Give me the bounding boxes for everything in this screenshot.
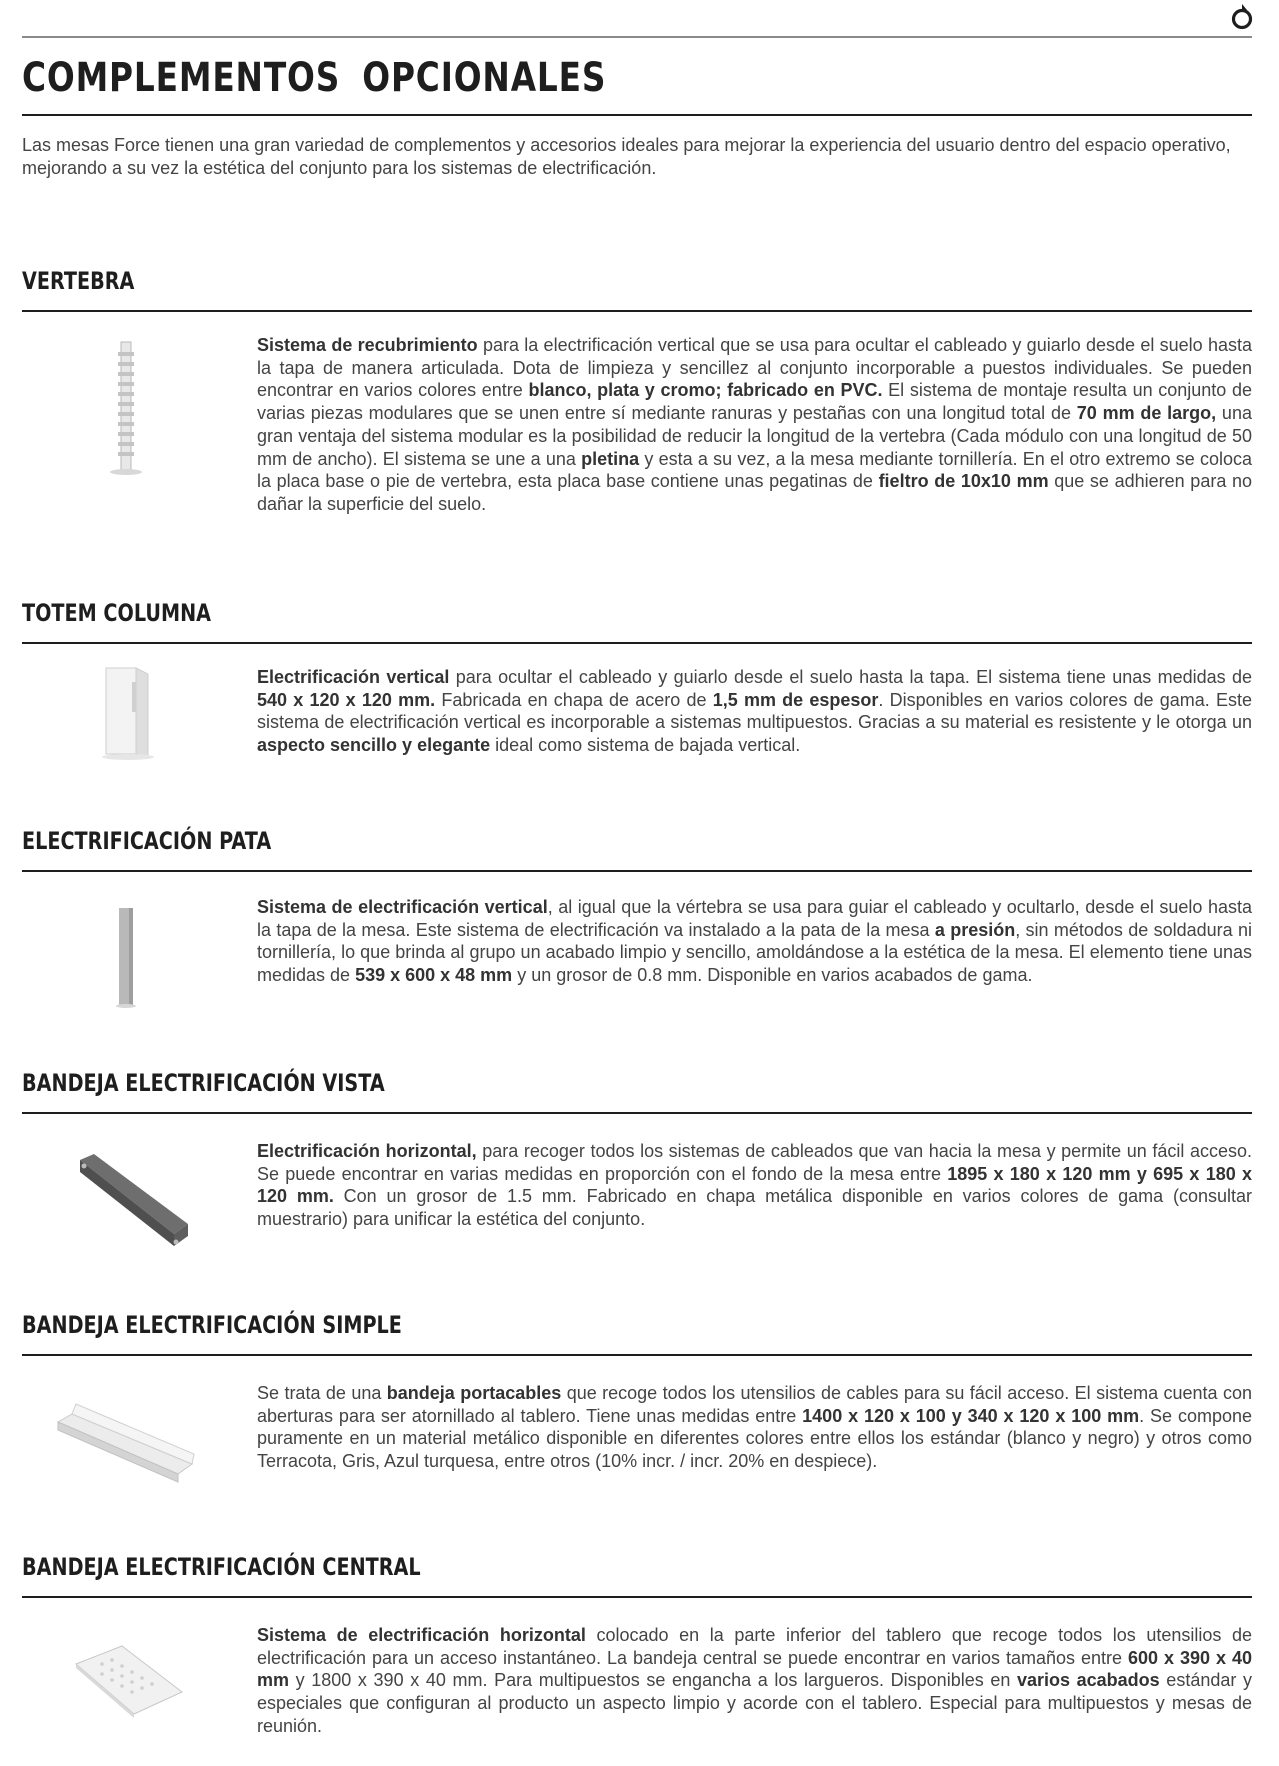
section-rule xyxy=(22,1112,1252,1114)
bandeja-vista-image xyxy=(72,1150,196,1260)
section-heading-vertebra: VERTEBRA xyxy=(22,267,135,295)
page-title: COMPLEMENTOS OPCIONALES xyxy=(22,55,607,101)
emphasis-text: Sistema de electrificación vertical xyxy=(257,897,548,917)
emphasis-text: a presión xyxy=(934,919,1016,940)
pata-image xyxy=(110,906,146,1010)
emphasis-text: 1,5 mm de espesor xyxy=(712,689,879,710)
top-rule xyxy=(22,36,1252,38)
emphasis-text: 600 x 390 x 40 mm xyxy=(257,1647,1252,1691)
section-heading-totem: TOTEM COLUMNA xyxy=(22,599,212,627)
section-heading-bandeja-central: BANDEJA ELECTRIFICACIÓN CENTRAL xyxy=(22,1553,421,1581)
section-rule xyxy=(22,870,1252,872)
section-heading-bandeja-simple: BANDEJA ELECTRIFICACIÓN SIMPLE xyxy=(22,1311,402,1339)
emphasis-text: Electrificación vertical xyxy=(257,667,450,687)
section-rule xyxy=(22,310,1252,312)
emphasis-text: 1895 x 180 x 120 mm y 695 x 180 x 120 mm. xyxy=(257,1163,1252,1207)
section-rule xyxy=(22,642,1252,644)
totem-image xyxy=(96,662,166,762)
emphasis-text: Sistema de electrificación horizontal xyxy=(257,1625,586,1645)
section-body-pata: Sistema de electrificación vertical, al igual que la vértebra se usa para guiar el cableado y ocultarlo, desde el suelo hasta la tapa de la mesa. Este sistema de electrificación va instalado a la pata de la mesa a presión, sin métodos de soldadura ni tornillería, lo que brinda al grupo un acabado limpio y sencillo, amoldándose a la estética de la mesa. El elemento tiene unas medidas de 539 x 600 x 48 mm y un grosor de 0.8 mm. Disponible en varios acabados de gama. xyxy=(257,897,1252,986)
section-body-totem: Electrificación vertical para ocultar el cableado y guiarlo desde el suelo hasta la tapa. El sistema tiene unas medidas de 540 x 120 x 120 mm. Fabricada en chapa de acero de 1,5 mm de espesor. Disponibles en varios colores de gama. Este sistema de electrificación vertical es incorporable a sistemas multipuestos. Gracias a su material es resistente y le otorga un aspecto sencillo y elegante ideal como sistema de bajada vertical. xyxy=(257,667,1253,756)
section-rule xyxy=(22,1596,1252,1598)
section-rule xyxy=(22,1354,1252,1356)
section-body-bandeja-central: Sistema de electrificación horizontal colocado en la parte inferior del tablero que recoge todos los utensilios de electrificación para un acceso instantáneo. La bandeja central se puede encontrar en varios tamaños entre 600 x 390 x 40 mm y 1800 x 390 x 40 mm. Para multipuestos se engancha a los largueros. Disponibles en varios acabados estándar y especiales que configuran al producto un aspecto limpio y acorde con el tablero. Especial para multipuestos y mesas de reunión. xyxy=(257,1625,1252,1736)
emphasis-text: aspecto sencillo y elegante xyxy=(257,735,491,756)
vertebra-image xyxy=(96,338,156,478)
brand-logo-icon xyxy=(1230,4,1254,30)
emphasis-text: Sistema de recubrimiento xyxy=(257,335,478,355)
section-body-bandeja-vista: Electrificación horizontal, para recoger todos los sistemas de cableados que van hacia la mesa y permite un fácil acceso. Se puede encontrar en varias medidas en proporción con el fondo de la mesa entre 1895 x 180 x 120 mm y 695 x 180 x 120 mm. Con un grosor de 1.5 mm. Fabricado en chapa metálica disponible en varios colores de gama (consultar muestrario) para unificar la estética del conjunto. xyxy=(257,1141,1253,1230)
emphasis-text: 539 x 600 x 48 mm xyxy=(355,965,513,986)
emphasis-text: bandeja portacables xyxy=(386,1383,562,1403)
section-heading-pata: ELECTRIFICACIÓN PATA xyxy=(22,827,272,855)
title-rule xyxy=(22,114,1252,116)
section-body-vertebra: Sistema de recubrimiento para la electrificación vertical que se usa para ocultar el cableado y guiarlo desde el suelo hasta la tapa de manera articulada. Dota de limpieza y sencillez al conjunto incorporable a puestos individuales. Se pueden encontrar en varios colores entre blanco, plata y cromo; fabricado en PVC. El sistema de montaje resulta un conjunto de varias piezas modulares que se unen entre sí mediante ranuras y pestañas con una longitud total de 70 mm de largo, una gran ventaja del sistema modular es la posibilidad de reducir la longitud de la vertebra (Cada módulo con una longitud de 50 mm de ancho). El sistema se une a una pletina y esta a su vez, a la mesa mediante tornillería. En el otro extremo se coloca la placa base o pie de vertebra, esta placa base contiene unas pegatinas de fieltro de 10x10 mm que se adhieren para no dañar la superficie del suelo. xyxy=(257,335,1253,514)
section-heading-bandeja-vista: BANDEJA ELECTRIFICACIÓN VISTA xyxy=(22,1069,385,1097)
emphasis-text: 540 x 120 x 120 mm. xyxy=(257,689,436,710)
bandeja-simple-image xyxy=(54,1402,198,1486)
emphasis-text: pletina xyxy=(581,448,640,469)
emphasis-text: blanco, plata y cromo; fabricado en PVC. xyxy=(528,380,883,401)
emphasis-text: varios acabados xyxy=(1016,1670,1160,1691)
bandeja-central-image xyxy=(72,1640,186,1720)
emphasis-text: Electrificación horizontal, xyxy=(257,1141,477,1161)
section-body-bandeja-simple: Se trata de una bandeja portacables que recoge todos los utensilios de cables para su fácil acceso. El sistema cuenta con aberturas para ser atornillado al tablero. Tiene unas medidas entre 1400 x 120 x 100 y 340 x 120 x 100 mm. Se compone puramente en un material metálico disponible en diferentes colores entre ellos los estándar (blanco y negro) y otros como Terracota, Gris, Azul turquesa, entre otros (10% incr. / incr. 20% en despiece). xyxy=(257,1383,1253,1472)
emphasis-text: 70 mm de largo, xyxy=(1076,403,1217,424)
intro-text: Las mesas Force tienen una gran variedad de complementos y accesorios ideales para mejorar la experiencia del usuario dentro del espacio operativo, mejorando a su vez la estética del conjunto para los sistemas de electrificación. xyxy=(22,135,1231,178)
emphasis-text: fieltro de 10x10 mm xyxy=(878,471,1049,492)
emphasis-text: 1400 x 120 x 100 y 340 x 120 x 100 mm xyxy=(802,1405,1140,1426)
